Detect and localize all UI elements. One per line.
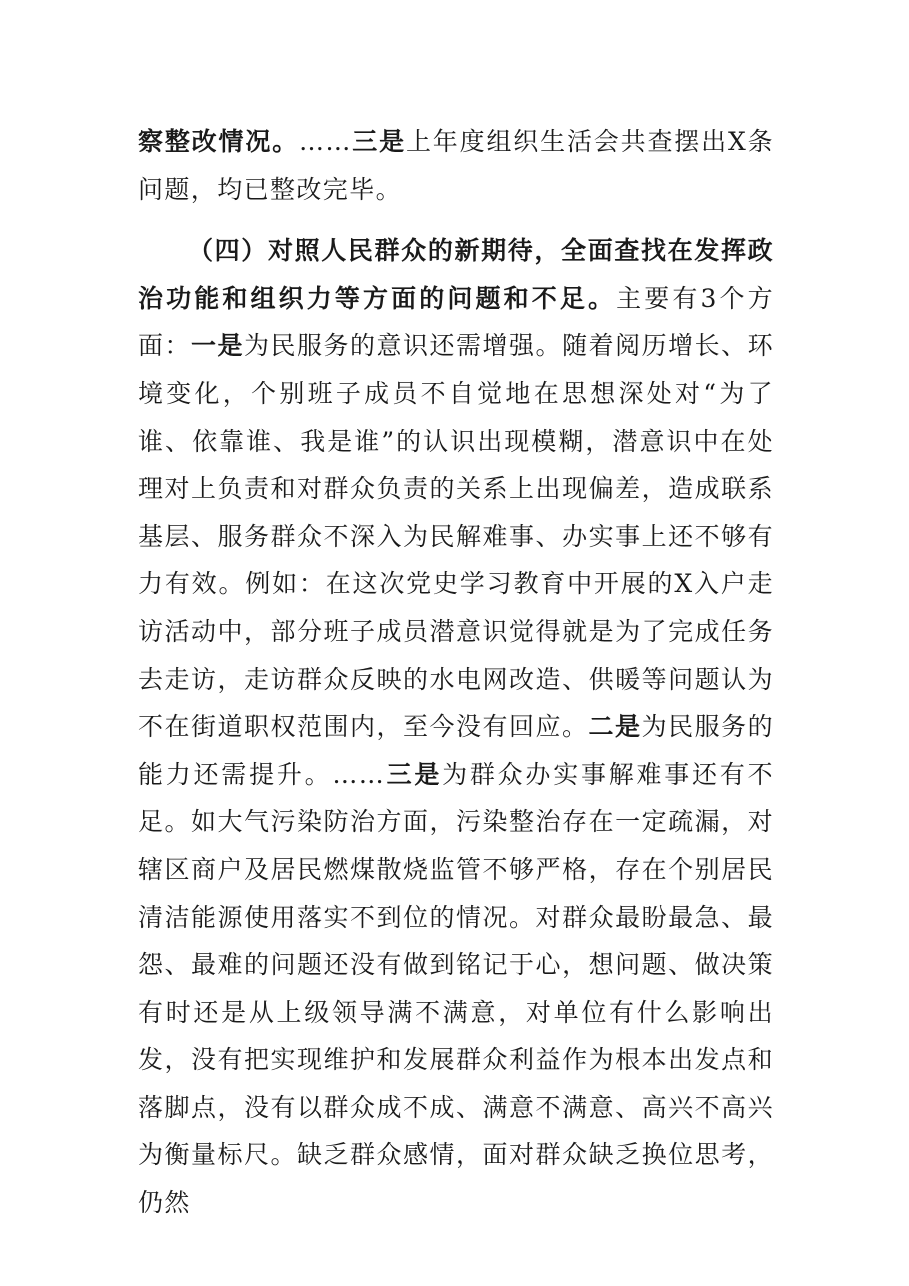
paragraph-continuation bbox=[138, 118, 774, 213]
paragraph-section-four bbox=[138, 227, 774, 1226]
text-segment: 为民服务的意识还需增强。随着阅历增长、环境变化，个别班子成员不自觉地在思想深处对“为了谁、依靠谁、我是谁”的认识出现模糊，潜意识中在处理对上负责和对群众负责的关系上出现偏差，造成联系基层、服务群众不深入为民解难事、办实事上还不够有力有效。例如：在这次党史学习教育中开展的X入户走访活动中，部分班子成员潜意识觉得就是为了完成任务去走访，走访群众反映的水电网改造、供暖等问题认为不在街道职权范围内，至今没有回应。 bbox=[138, 331, 774, 742]
text-segment: 主要有3个方面： bbox=[138, 283, 774, 361]
text-segment: 三是 bbox=[351, 127, 406, 156]
text-segment: 为群众办实事解难事还有不足。如大气污染防治方面，污染整治存在一定疏漏，对辖区商户及居民燃煤散烧监管不够严格，存在个别居民清洁能源使用落实不到位的情况。对群众最盼最急、最怨、最难的问题还没有做到铭记于心，想问题、做决策有时还是从上级领导满不满意，对单位有什么影响出发，没有把实现维护和发展群众利益作为根本出发点和落脚点，没有以群众成不成、满意不满意、高兴不高兴为衡量标尺。缺乏群众感情，面对群众缺乏换位思考，仍然 bbox=[138, 759, 774, 1218]
text-segment: 二是 bbox=[588, 712, 642, 742]
document-body bbox=[138, 118, 774, 1227]
text-segment: 一是 bbox=[191, 331, 245, 361]
text-segment: 察整改情况。 bbox=[138, 127, 300, 156]
text-segment: 上年度组织生活会共查摆出X条问题，均已整改完毕。 bbox=[138, 127, 774, 204]
section-heading: （四）对照人民群众的新期待，全面查找在发挥政治功能和组织力等方面的问题和不足。 bbox=[138, 236, 774, 313]
text-segment: 三是 bbox=[385, 759, 443, 789]
text-segment: 为民服务的能力还需提升。…… bbox=[138, 712, 774, 789]
text-segment: …… bbox=[299, 127, 352, 156]
